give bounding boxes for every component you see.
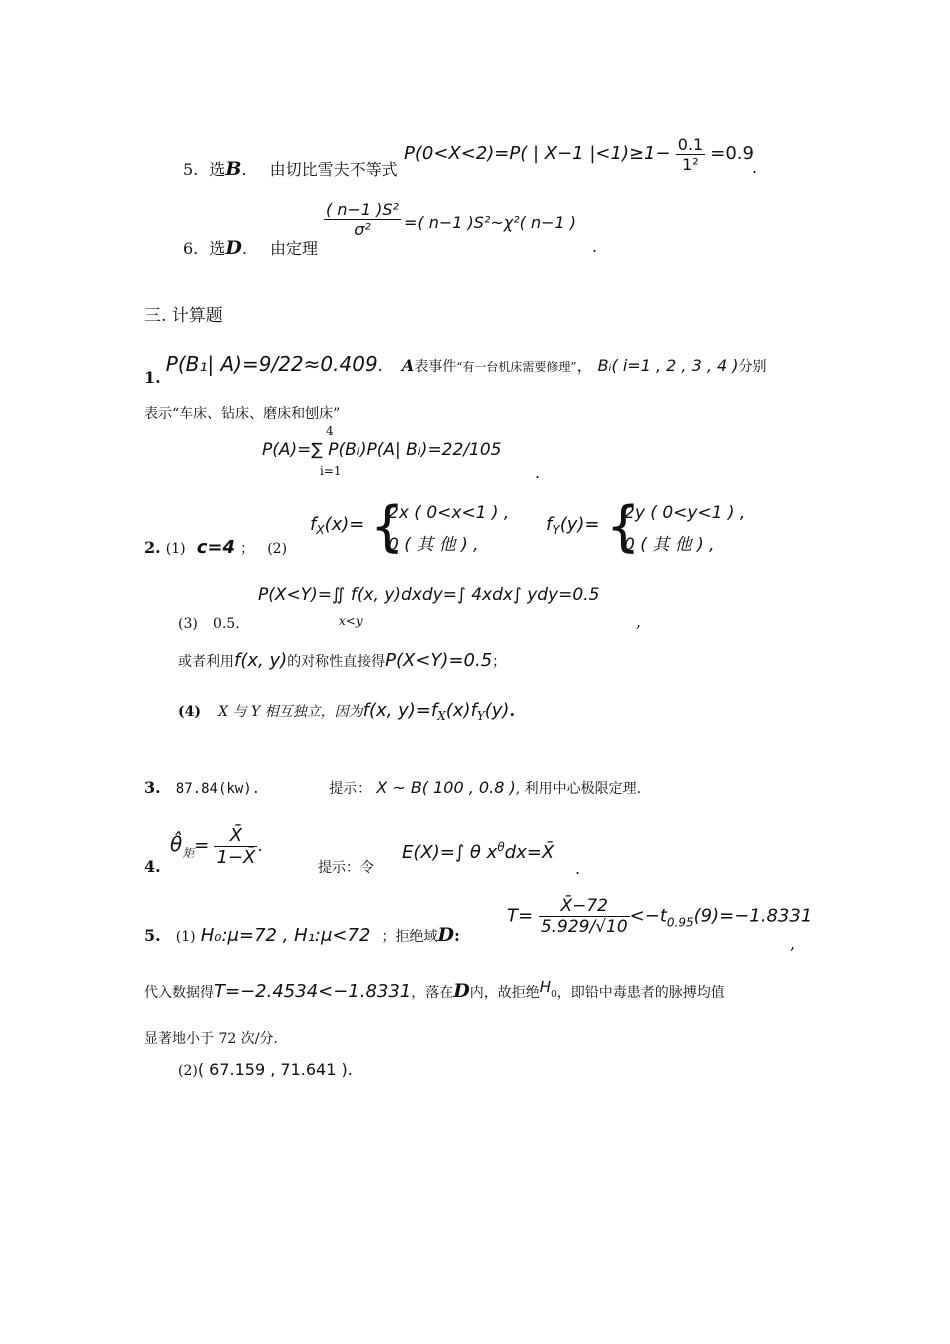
problem-5-part2	[178, 1060, 353, 1079]
fx-density	[310, 514, 364, 537]
frac-den: σ²	[354, 220, 371, 239]
problem-number-4: 4.	[144, 857, 161, 876]
event-letter: A	[401, 356, 415, 375]
total-probability-formula	[262, 440, 502, 460]
joint-density: f(x, y)=f	[362, 700, 438, 721]
probability-integral: P(X<Y)=∬ f(x, y)dxdy=∫ 4xdx∫ ydy=0.5	[258, 585, 600, 605]
text: 分别	[738, 359, 767, 375]
item-6	[183, 236, 318, 259]
alt-line	[178, 650, 506, 671]
event-text: 表事件	[414, 359, 457, 375]
section-title: 三. 计算题	[144, 306, 223, 326]
integral-region: x<y	[339, 614, 363, 628]
alt-text: 或者利用	[178, 654, 234, 670]
end: .	[509, 701, 516, 720]
part-label: (2)	[178, 1063, 198, 1079]
chebyshev-result: =0.9	[710, 143, 754, 164]
t-statistic	[507, 896, 812, 937]
choice-letter: D	[225, 237, 242, 259]
dot: .	[377, 356, 383, 375]
text: 代入数据得	[144, 985, 214, 1001]
problem-1	[144, 352, 767, 387]
expectation-text: E(X)=∫ θ x	[402, 842, 498, 863]
alt-end: ；	[492, 654, 507, 670]
problem-1-end: .	[535, 463, 541, 482]
frac-num: ( n−1 )S²	[326, 200, 399, 219]
part-label: (1)	[165, 541, 186, 557]
fy-label: f	[546, 514, 553, 535]
problem-3	[144, 778, 641, 798]
item-number: 5.	[183, 160, 199, 179]
region-D: D	[437, 924, 454, 946]
part-label: (1)	[175, 929, 196, 945]
total-probability-text: P(A)=∑ P(Bᵢ)P(A| Bᵢ)=22/105	[262, 440, 502, 460]
alt-result: P(X<Y)=0.5	[385, 650, 493, 671]
frac-num: X̄−72	[539, 896, 630, 917]
binomial-formula: X ~ B( 100 , 0.8 )	[376, 778, 516, 797]
problem-4-estimator	[170, 825, 262, 868]
problem-number: 5.	[144, 926, 161, 945]
theorem-fraction	[324, 200, 401, 239]
theta-sup: θ	[497, 840, 505, 854]
chebyshev-fraction	[676, 135, 705, 174]
chebyshev-formula: P(0<X<2)=P( | X−1 |<1)≥1−	[404, 143, 671, 164]
t-comma: ,	[790, 934, 796, 953]
fx-brace: {	[370, 495, 405, 558]
part-3-comma: ,	[636, 612, 642, 631]
item-text: 由切比雪夫不等式	[269, 160, 398, 179]
frac-den: 1−X̄	[216, 847, 256, 868]
fy-density	[546, 514, 599, 537]
hypotheses: H₀:μ=72 , H₁:μ<72	[200, 925, 371, 946]
frac-num: 0.1	[677, 135, 704, 154]
part-label: (4)	[178, 704, 201, 720]
problem-1-line2: 表示“车床、钻床、磨床和刨床”	[144, 406, 341, 422]
item-5-end: .	[752, 158, 758, 177]
fx-label: f	[310, 514, 317, 535]
problem-2	[144, 537, 287, 558]
dot: .	[241, 239, 247, 258]
confidence-interval: ( 67.159 , 71.641 )	[197, 1060, 348, 1079]
alt-f: f(x, y)	[234, 650, 288, 671]
text: ，落在	[411, 985, 454, 1001]
comma: ，	[576, 356, 593, 375]
part-4-text: X 与 Y 相互独立，因为	[218, 704, 363, 720]
choice-prefix: 选	[209, 239, 226, 258]
h0-sub: 0	[551, 990, 557, 1000]
joint-density-c: (y)	[484, 700, 510, 721]
item-text: 由定理	[270, 239, 319, 258]
part-label: (2)	[267, 541, 288, 557]
semicolon: ；	[240, 541, 255, 557]
t-observed: T=−2.4534<−1.8331	[214, 981, 412, 1002]
h0-symbol: H	[539, 978, 552, 996]
dot: .	[241, 160, 247, 179]
bayes-formula: P(B₁| A)=9/22≈0.409	[165, 352, 378, 376]
problem-4-hint: 提示：令	[318, 860, 374, 876]
joint-density-b: (x)f	[445, 700, 477, 721]
fy-sub: Y	[552, 523, 560, 537]
rejection-label: ；拒绝域	[381, 929, 438, 945]
item-6-fraction	[324, 200, 401, 239]
problem-number: 3.	[144, 778, 161, 797]
fy-arg: (y)=	[559, 514, 600, 535]
t-sub: 0.95	[666, 915, 694, 930]
item-6-formula: =( n−1 )S²~χ²( n−1 )	[404, 213, 577, 232]
estimator-fraction	[214, 825, 257, 868]
end: .	[347, 1060, 353, 1079]
expectation-formula	[402, 840, 554, 863]
fx-sub: X	[316, 523, 325, 537]
inequality: <−t	[629, 905, 667, 927]
t-label: T=	[507, 905, 534, 927]
hint: 提示：	[329, 781, 372, 797]
hint-text: , 利用中心极限定理.	[515, 781, 642, 797]
theta-sub: 矩	[182, 846, 195, 860]
text: 内，故拒绝	[469, 985, 540, 1001]
problem-5-line3: 显著地小于 72 次/分.	[144, 1031, 278, 1047]
c-value: c=4	[196, 537, 236, 558]
part-3-value: 0.5.	[212, 616, 240, 632]
sum-lower: i=1	[320, 464, 342, 478]
equals: =	[194, 835, 210, 856]
item-5-formula	[404, 135, 754, 174]
choice-prefix: 选	[209, 160, 226, 179]
colon: :	[454, 926, 460, 945]
frac-den: 5.929/√10	[540, 917, 628, 937]
region-D: D	[453, 980, 470, 1002]
problem-4-end: .	[575, 859, 581, 878]
fx-case-2: 0 ( 其 他 ) ,	[388, 535, 479, 555]
part-4: (4) X 与 Y 相互独立，因为f(x, $y)=f_X(x)f_Y(y)$.	[178, 700, 516, 723]
item-5	[183, 157, 398, 180]
problem-number: 2.	[144, 538, 161, 557]
item-number: 6.	[183, 239, 199, 258]
problem-number: 1.	[144, 368, 161, 387]
t-fraction	[539, 896, 630, 937]
fy-case-2: 0 ( 其 他 ) ,	[624, 535, 715, 555]
alt-text-2: 的对称性直接得	[287, 654, 386, 670]
bi-formula: Bᵢ( i=1 , 2 , 3 , 4 )	[597, 356, 739, 375]
choice-letter: B	[225, 158, 242, 180]
expectation-end: dx=X̄	[504, 842, 555, 863]
problem-5	[144, 924, 460, 946]
frac-den: 1²	[682, 155, 699, 174]
theta-hat: θ̂	[170, 832, 183, 856]
critical-value: (9)=−1.8331	[693, 905, 813, 927]
fy-case-1: 2y ( 0<y<1 ) ,	[624, 503, 746, 523]
answer-value: 87.84(kw).	[175, 781, 261, 797]
item-6-end: .	[592, 237, 598, 256]
event-quote: “有一台机床需要修理”	[456, 360, 577, 374]
part-3	[178, 613, 240, 632]
sum-upper: 4	[326, 424, 334, 438]
problem-5-line2	[144, 978, 725, 1002]
part-label: (3)	[178, 616, 198, 632]
fx-arg: (x)=	[324, 514, 365, 535]
fx-case-1: 2x ( 0<x<1 ) ,	[388, 503, 510, 523]
frac-num: X̄	[214, 825, 257, 847]
dot: .	[257, 836, 263, 855]
fy-brace: {	[606, 495, 641, 558]
text: ，即铅中毒患者的脉搏均值	[556, 985, 725, 1001]
